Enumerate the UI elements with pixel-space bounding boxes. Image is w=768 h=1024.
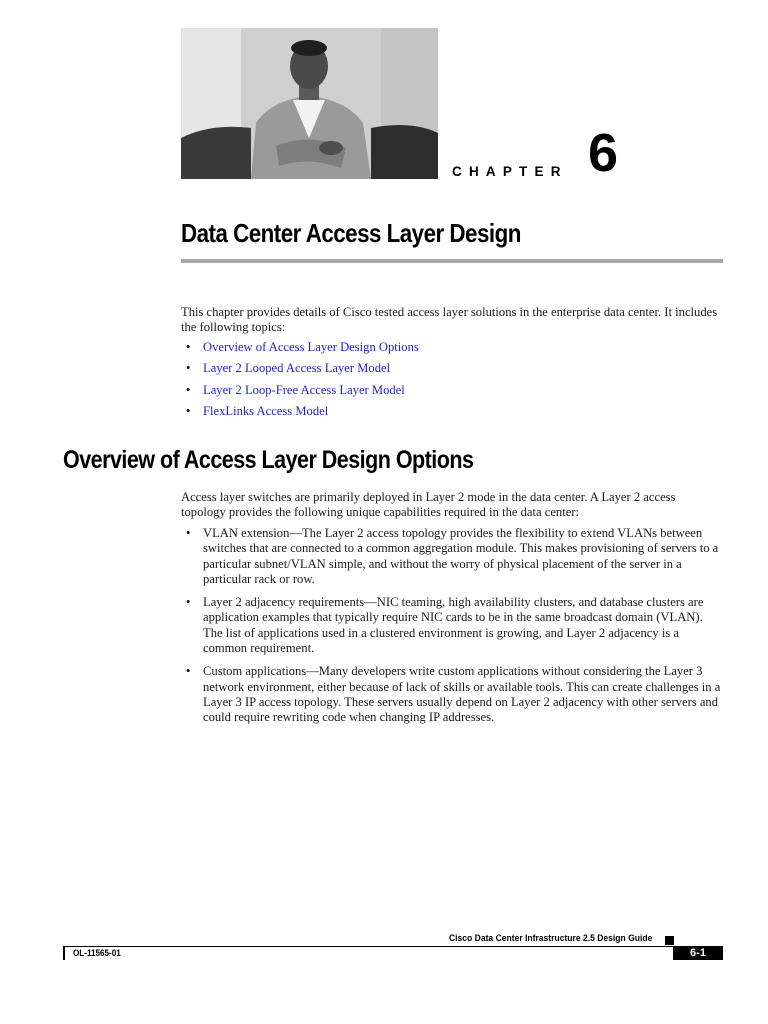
footer-divider bbox=[63, 946, 673, 947]
footer-marker bbox=[665, 936, 674, 945]
topic-link-flexlinks[interactable]: FlexLinks Access Model bbox=[203, 403, 329, 418]
bullet-icon: • bbox=[186, 403, 191, 418]
topic-item bbox=[181, 361, 723, 382]
capability-list bbox=[181, 526, 723, 734]
footer-tick bbox=[63, 947, 65, 960]
capability-item bbox=[181, 595, 723, 656]
capability-text: VLAN extension—The Layer 2 access topology provides the flexibility to extend VLANs between switches that are connected to a common aggregation module. This makes provisioning of servers to a particular subnet/VLAN simple, and without the worry of physical placement of the server in a particular rack or row. bbox=[203, 526, 719, 586]
page-number: 6-1 bbox=[673, 946, 723, 960]
topic-list bbox=[181, 340, 723, 425]
title-divider bbox=[181, 259, 723, 263]
footer-guide-title: Cisco Data Center Infrastructure 2.5 Design Guide bbox=[449, 933, 653, 944]
bullet-icon: • bbox=[186, 361, 191, 376]
chapter-intro: This chapter provides details of Cisco tested access layer solutions in the enterprise data center. It includes the following topics: bbox=[181, 305, 718, 335]
capability-text: Layer 2 adjacency requirements—NIC teaming, high availability clusters, and database clusters are application examples that typically require NIC cards to be in the same broadcast domain (VLAN). The list of applications used in a clustered environment is growing, and Layer 2 adjacency is a common requirement. bbox=[203, 595, 704, 656]
bullet-icon: • bbox=[186, 382, 191, 397]
topic-link-looped[interactable]: Layer 2 Looped Access Layer Model bbox=[203, 361, 391, 376]
chapter-label: CHAPTER bbox=[452, 164, 568, 179]
capability-item bbox=[181, 664, 723, 725]
topic-link-overview[interactable]: Overview of Access Layer Design Options bbox=[203, 340, 419, 354]
document-number: OL-11565-01 bbox=[73, 948, 121, 958]
topic-item bbox=[181, 383, 723, 404]
topic-link-loop-free[interactable]: Layer 2 Loop-Free Access Layer Model bbox=[203, 382, 405, 397]
capability-item bbox=[181, 526, 723, 587]
bullet-icon: • bbox=[186, 664, 191, 679]
bullet-icon: • bbox=[186, 526, 191, 540]
section-heading: Overview of Access Layer Design Options bbox=[63, 446, 474, 474]
chapter-photo bbox=[181, 28, 438, 179]
capability-text: Custom applications—Many developers write custom applications without considering the Layer 3 network environment, either because of lack of skills or available tools. This can create challenges in a Layer 3 IP access topology. These servers usually depend on Layer 2 adjacency with other servers and could require rewriting code when changing IP addresses. bbox=[203, 664, 721, 725]
topic-item bbox=[181, 340, 723, 361]
bullet-icon: • bbox=[186, 340, 191, 354]
chapter-number: 6 bbox=[588, 123, 619, 183]
topic-item bbox=[181, 404, 723, 425]
chapter-title: Data Center Access Layer Design bbox=[181, 218, 521, 248]
section-intro: Access layer switches are primarily deployed in Layer 2 mode in the data center. A Layer 2 access topology provides the following unique capabilities required in the data center: bbox=[181, 490, 676, 520]
bullet-icon: • bbox=[186, 595, 191, 610]
